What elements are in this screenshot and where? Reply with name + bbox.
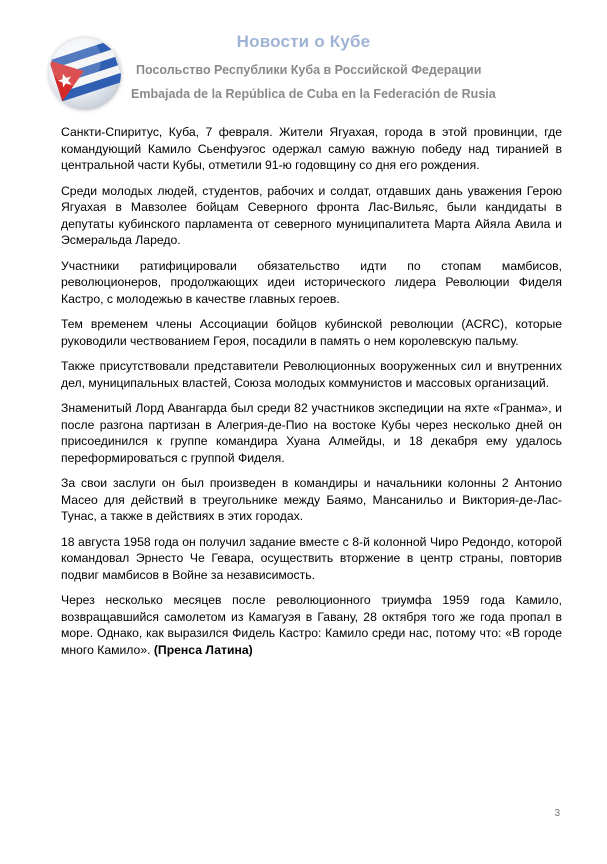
paragraph: Среди молодых людей, студентов, рабочих и солдат, отдавших дань уважения Герою Ягуахая в Мавзолее бойцам Северного фронта Лас-Вильяс, были кандидаты в депутаты кубинского парламента от северного муниципалитета Марта Айяла Авила и Эсмеральда Ларедо. (61, 183, 562, 247)
last-paragraph-text: Через несколько месяцев после революционного триумфа 1959 года Камило, возвращавшийся самолетом из Камагуэя в Гавану, 28 октября того же года пропал в море. Однако, как выразился Фидель Кастро: Камило среди нас, потому что: «В городе много Камило». (61, 593, 562, 657)
subtitle-russian: Посольство Республики Куба в Российской Федерации (136, 63, 482, 77)
paragraph: Также присутствовали представители Революционных вооруженных сил и внутренних дел, муниципальных властей, Союза молодых коммунистов и массовых организаций. (61, 359, 562, 390)
last-paragraph (61, 592, 562, 658)
paragraph: Тем временем члены Ассоциации бойцов кубинской революции (ACRC), которые руководили чествованием Героя, посадили в память о нем королевскую пальму. (61, 317, 562, 348)
paragraph: За свои заслуги он был произведен в командиры и начальники колонны 2 Антонио Масео для действий в треугольнике между Баямо, Мансанильо и Виктория-де-Лас-Тунас, а также в действиях в этих городах. (61, 476, 562, 523)
page-header (0, 0, 607, 110)
paragraph: Санкти-Спиритус, Куба, 7 февраля. Жители Ягуахая, города в этой провинции, где командующий Камило Сьенфуэгос одержал самую важную победу над тиранией в центральной части Кубы, отметили 91-ю годовщину со дня его рождения. (61, 125, 562, 172)
paragraph: Участники ратифицировали обязательство идти по стопам мамбисов, революционеров, продолжающих идеи исторического лидера Революции Фиделя Кастро, с молодежью в качестве главных героев. (61, 258, 562, 306)
subtitle-spanish: Embajada de la República de Cuba en la Federación de Rusia (131, 87, 496, 101)
page-title: Новости о Кубе (236, 32, 371, 51)
article-body (61, 124, 562, 667)
paragraph: 18 августа 1958 года он получил задание вместе с 8-й колонной Чиро Редондо, которой командовал Эрнесто Че Гевара, осуществить вторжение в центр страны, повторив подвиг мамбисов в Войне за независимость. (61, 534, 562, 582)
paragraph: Знаменитый Лорд Авангарда был среди 82 участников экспедиции на яхте «Гранма», и после разгона партизан в Алегрия-де-Пио на востоке Кубы через несколько дней он присоединился к группе командира Хуана Алмейды, и 18 декабря ему удалось переформироваться с группой Фиделя. (61, 401, 562, 465)
page-number: 3 (554, 808, 560, 819)
source-credit: (Пренса Латина) (153, 642, 253, 657)
